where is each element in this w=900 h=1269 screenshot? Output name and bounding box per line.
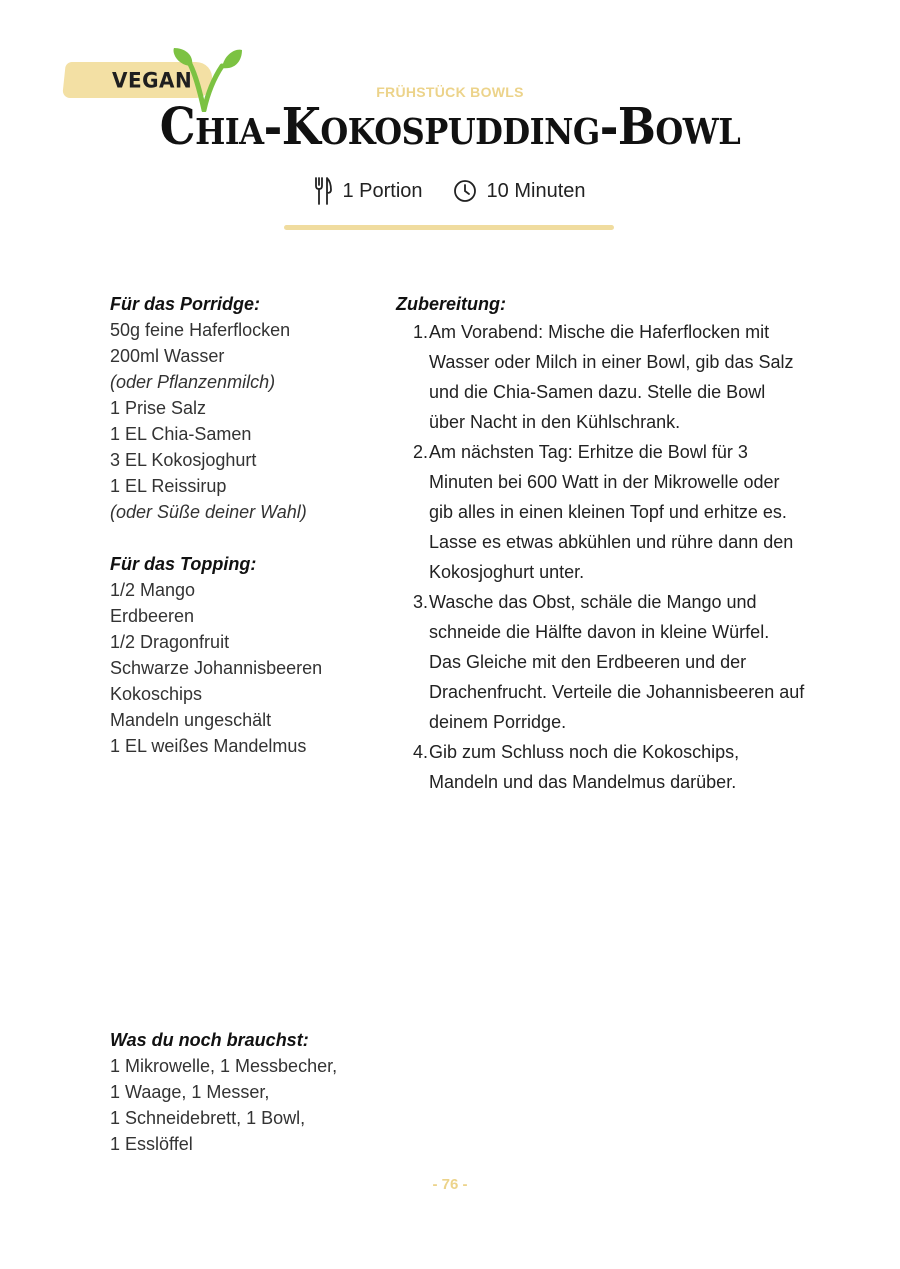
step-item <box>396 737 806 797</box>
recipe-category: FRÜHSTÜCK BOWLS <box>376 84 524 100</box>
ingredient-item: 1 EL Reissirup <box>110 476 227 496</box>
recipe-meta <box>0 176 900 206</box>
equipment-line: 1 Schneidebrett, 1 Bowl, <box>110 1108 306 1128</box>
ingredient-item: 50g feine Haferflocken <box>110 320 291 340</box>
ingredient-item: 1 EL Chia-Samen <box>110 424 252 444</box>
topping-item: 1/2 Dragonfruit <box>110 632 230 652</box>
step-number: 3. <box>412 592 428 612</box>
ingredient-note: (oder Süße deiner Wahl) <box>110 502 307 522</box>
ingredient-item: 1 Prise Salz <box>110 398 207 418</box>
step-text: Gib zum Schluss noch die Kokoschips, Mandeln und das Mandelmus darüber. <box>429 742 740 792</box>
page-number: - 76 - <box>432 1176 468 1193</box>
step-text: Am nächsten Tag: Erhitze die Bowl für 3 Minuten bei 600 Watt in der Mikrowelle oder gib alles in einen kleinen Topf und erhitze es. Lasse es etwas abkühlen und rühre dann den Kokosjoghurt unter. <box>429 442 794 582</box>
preparation-column <box>396 291 806 797</box>
topping-item: Kokoschips <box>110 684 203 704</box>
step-number: 2. <box>412 442 428 462</box>
clock-icon <box>453 179 477 203</box>
preparation-heading: Zubereitung: <box>396 294 506 314</box>
equipment-heading: Was du noch brauchst: <box>110 1030 309 1050</box>
step-item <box>396 587 806 737</box>
ingredients-column <box>110 291 380 759</box>
portion-info <box>314 176 422 206</box>
recipe-title: Chia-Kokospudding-Bowl <box>159 96 741 157</box>
topping-item: 1 EL weißes Mandelmus <box>110 736 307 756</box>
ingredient-item: 200ml Wasser <box>110 346 225 366</box>
porridge-list <box>110 317 380 525</box>
time-info <box>453 179 586 203</box>
cutlery-icon <box>314 176 332 206</box>
step-number: 4. <box>412 742 428 762</box>
ingredient-note: (oder Pflanzenmilch) <box>110 372 276 392</box>
header-divider <box>284 225 614 230</box>
ingredient-item: 3 EL Kokosjoghurt <box>110 450 257 470</box>
topping-item: Schwarze Johannisbeeren <box>110 658 323 678</box>
step-item <box>396 317 806 437</box>
portion-text: 1 Portion <box>342 179 423 202</box>
equipment-line: 1 Esslöffel <box>110 1134 193 1154</box>
step-number: 1. <box>412 322 428 342</box>
preparation-steps <box>396 317 806 797</box>
equipment-line: 1 Mikrowelle, 1 Messbecher, <box>110 1056 338 1076</box>
topping-list <box>110 577 380 759</box>
porridge-heading: Für das Porridge: <box>110 294 261 314</box>
equipment-section <box>110 1027 430 1157</box>
step-text: Am Vorabend: Mische die Haferflocken mit Wasser oder Milch in einer Bowl, gib das Salz und die Chia-Samen dazu. Stelle die Bowl über Nacht in den Kühlschrank. <box>429 322 794 432</box>
badge-label: VEGAN <box>112 67 193 93</box>
topping-item: Erdbeeren <box>110 606 195 626</box>
equipment-line: 1 Waage, 1 Messer, <box>110 1082 270 1102</box>
topping-heading: Für das Topping: <box>110 554 257 574</box>
time-text: 10 Minuten <box>486 179 586 202</box>
topping-item: 1/2 Mango <box>110 580 196 600</box>
step-item <box>396 437 806 587</box>
topping-item: Mandeln ungeschält <box>110 710 272 730</box>
step-text: Wasche das Obst, schäle die Mango und schneide die Hälfte davon in kleine Würfel. Das Gleiche mit den Erdbeeren und der Drachenfrucht. Verteile die Johannisbeeren auf deinem Porridge. <box>429 592 805 732</box>
